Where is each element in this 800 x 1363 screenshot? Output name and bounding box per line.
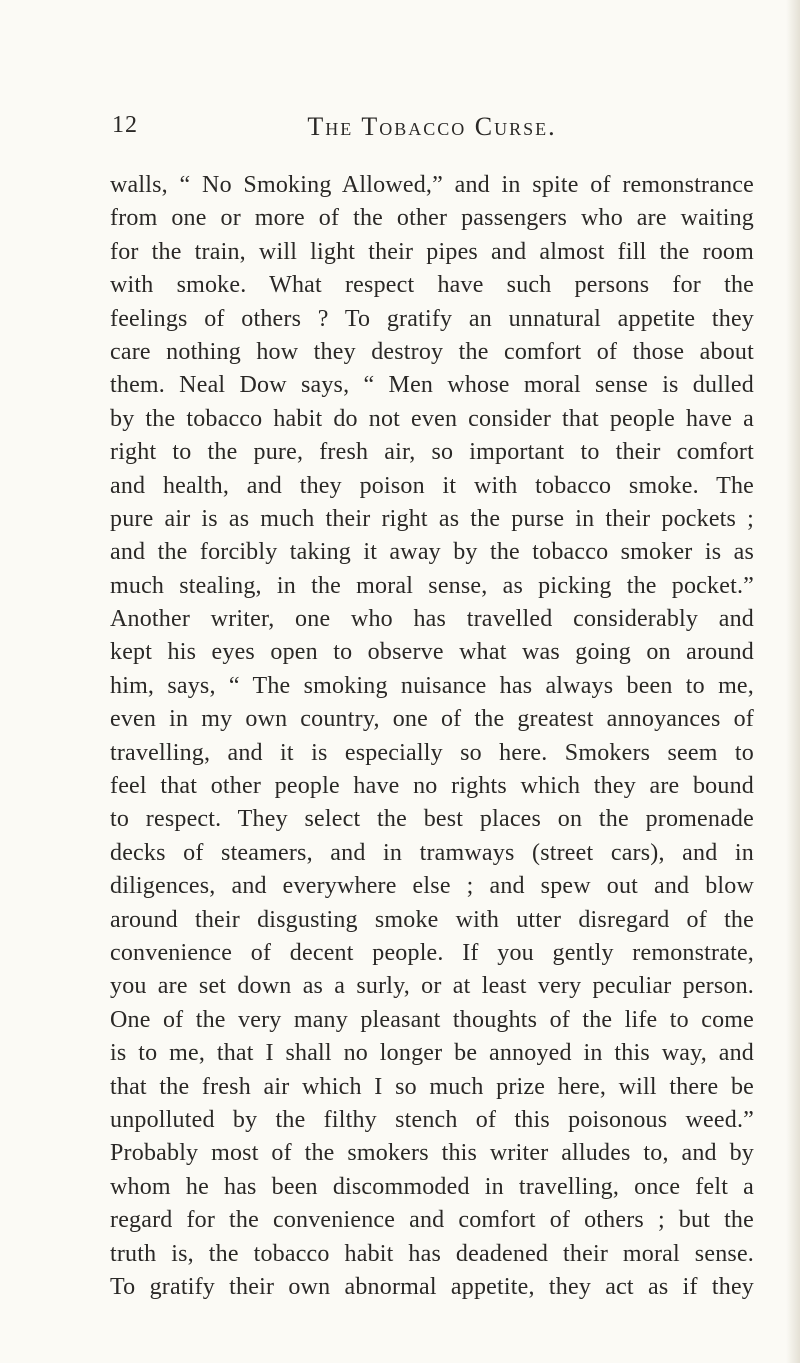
text-line: for the train, will light their pipes and almost fill the room [110,238,754,265]
text-line: feelings of others ? To gratify an unnatural appetite they [110,305,754,332]
text-line: and the forcibly taking it away by the tobacco smoker is as [110,539,754,566]
text-line: travelling, and it is especially so here. Smokers seem to [110,739,754,766]
text-line: care nothing how they destroy the comfort of those about [110,338,754,365]
text-line: by the tobacco habit do not even consider that people have a [110,405,754,432]
text-line: To gratify their own abnormal appetite, they act as if they [110,1273,754,1300]
text-line: diligences, and everywhere else ; and spew out and blow [110,873,754,900]
text-line: regard for the convenience and comfort of others ; but the [110,1207,754,1234]
text-line: around their disgusting smoke with utter disregard of the [110,906,754,933]
text-line: from one or more of the other passengers who are waiting [110,205,754,232]
text-line: right to the pure, fresh air, so important to their comfort [110,439,754,466]
text-line: kept his eyes open to observe what was going on around [110,639,754,666]
text-line: walls, “ No Smoking Allowed,” and in spite of remonstrance [110,172,754,198]
page-header [112,108,752,148]
text-line: Probably most of the smokers this writer alludes to, and by [110,1140,754,1167]
text-line: with smoke. What respect have such persons for the [110,272,754,299]
text-line: and health, and they poison it with tobacco smoke. The [110,472,754,499]
text-line: them. Neal Dow says, “ Men whose moral sense is dulled [110,372,754,399]
text-line: pure air is as much their right as the purse in their pockets ; [110,505,754,532]
text-line: even in my own country, one of the greatest annoyances of [110,706,754,733]
text-line: truth is, the tobacco habit has deadened their moral sense. [110,1240,754,1267]
text-line: is to me, that I shall no longer be annoyed in this way, and [110,1040,754,1067]
text-line: you are set down as a surly, or at least very peculiar person. [110,973,754,1000]
text-line: to respect. They select the best places on the promenade [110,806,754,833]
text-line: One of the very many pleasant thoughts of the life to come [110,1006,754,1033]
text-line: much stealing, in the moral sense, as picking the pocket.” [110,572,754,599]
text-line: convenience of decent people. If you gently remonstrate, [110,939,754,966]
text-line: Another writer, one who has travelled considerably and [110,606,754,633]
text-line: unpolluted by the filthy stench of this poisonous weed.” [110,1106,754,1133]
text-line: whom he has been discommoded in travelling, once felt a [110,1173,754,1200]
running-title: The Tobacco Curse. [307,112,557,141]
page-edge-shadow [786,0,800,1363]
text-line: feel that other people have no rights which they are bound [110,773,754,800]
text-line: him, says, “ The smoking nuisance has always been to me, [110,672,754,699]
text-line: that the fresh air which I so much prize here, will there be [110,1073,754,1100]
page-number: 12 [112,112,138,138]
text-line: decks of steamers, and in tramways (street cars), and in [110,839,754,866]
body-text [110,169,754,1304]
